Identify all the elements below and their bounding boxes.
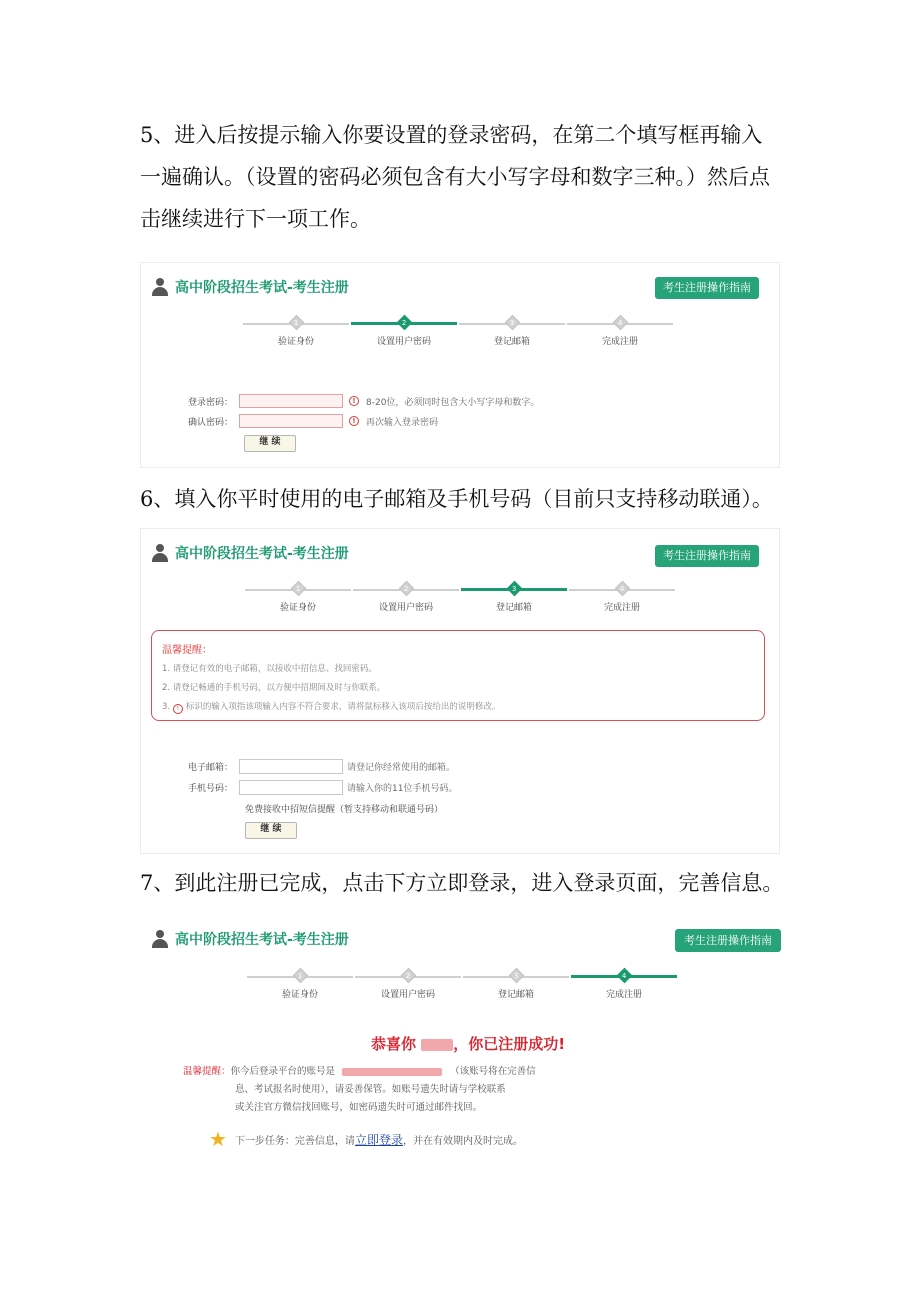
notice-box — [151, 630, 765, 721]
header — [151, 929, 349, 949]
step7-line: 7、到此注册已完成，点击下方立即登录，进入登录页面，完善信息。 — [140, 871, 784, 895]
tip-label: 温馨提醒： — [183, 1066, 231, 1077]
step5-line-1: 5、进入后按提示输入你要设置的登录密码，在第二个填写框再输入 — [140, 123, 763, 147]
congrats-prefix: 恭喜你 — [371, 1035, 417, 1053]
password-label: 登录密码： — [187, 397, 233, 408]
continue-button[interactable]: 继 续 — [245, 822, 297, 839]
account-tip — [183, 1063, 543, 1117]
step-number: 2 — [403, 584, 408, 593]
tip-part1: 你今后登录平台的账号是 — [230, 1066, 336, 1077]
phone-label: 手机号码： — [187, 784, 233, 794]
confirm-input[interactable] — [239, 414, 343, 428]
notice-item-3-number: 3. — [162, 702, 171, 712]
notice-item-3-text: 标识的输入项指该项输入内容不符合要求，请将鼠标移入该项后按给出的说明修改。 — [185, 702, 501, 712]
notice-item-2: 2. 请登记畅通的手机号码，以方便中招期间及时与你联系。 — [162, 683, 386, 693]
step6-line: 6、填入你平时使用的电子邮箱及手机号码（目前只支持移动联通）。 — [140, 487, 773, 511]
step6-paragraph — [140, 478, 800, 520]
redacted-account — [342, 1068, 442, 1076]
congrats-message — [371, 1033, 565, 1054]
email-row — [171, 759, 455, 774]
sms-note-text: 免费接收中招短信提醒（暂支持移动和联通号码） — [245, 805, 444, 815]
step-label: 完成注册 — [601, 337, 638, 347]
step-marker — [290, 581, 306, 597]
step-number: 4 — [617, 318, 622, 327]
continue-button[interactable]: 继 续 — [244, 435, 296, 452]
step-label: 登记邮箱 — [495, 603, 532, 613]
tip-part2: （该账号将在完善信 — [450, 1066, 536, 1077]
user-icon — [151, 544, 169, 562]
step5-line-3: 击继续进行下一项工作。 — [140, 207, 371, 231]
warning-icon: ! — [349, 396, 359, 406]
next-prefix: 下一步任务：完善信息，请 — [234, 1135, 355, 1147]
step-label: 登记邮箱 — [493, 337, 530, 347]
step-number: 1 — [297, 971, 302, 980]
step-label: 设置用户密码 — [376, 337, 431, 347]
step-number: 1 — [295, 584, 300, 593]
warning-icon: ! — [173, 704, 183, 714]
page-title: 高中阶段招生考试-考生注册 — [175, 932, 349, 948]
step-label: 验证身份 — [279, 603, 316, 613]
step-marker — [506, 581, 522, 597]
step-label: 完成注册 — [605, 990, 642, 1000]
guide-button[interactable]: 考生注册操作指南 — [655, 545, 759, 567]
step-label: 设置用户密码 — [380, 990, 435, 1000]
password-screenshot — [140, 262, 780, 468]
password-row — [171, 394, 539, 408]
step-number: 1 — [293, 318, 298, 327]
step-marker — [504, 315, 520, 331]
guide-button[interactable]: 考生注册操作指南 — [655, 277, 759, 299]
confirm-row — [171, 414, 438, 428]
step-number: 3 — [509, 318, 514, 327]
next-suffix: ，并在有效期内及时完成。 — [402, 1135, 523, 1147]
step-number: 3 — [511, 584, 516, 593]
header — [151, 543, 349, 563]
page-title: 高中阶段招生考试-考生注册 — [175, 546, 349, 562]
step-marker — [292, 968, 308, 984]
step-number: 4 — [621, 971, 626, 980]
user-icon — [151, 278, 169, 296]
password-hint: 8-20位，必须同时包含大小写字母和数字。 — [366, 397, 540, 408]
confirm-hint: 再次输入登录密码 — [366, 417, 439, 428]
step-number: 4 — [619, 584, 624, 593]
tip-line-3: 或关注官方微信找回账号，如密码遗失时可通过邮件找回。 — [235, 1102, 483, 1113]
congrats-suffix: ，你已注册成功! — [453, 1035, 566, 1053]
email-hint: 请登记你经常使用的邮箱。 — [347, 763, 456, 773]
redacted-name — [421, 1039, 453, 1051]
done-screenshot — [140, 916, 784, 1168]
tip-line-2: 息、考试报名时使用），请妥善保管。如账号遗失时请与学校联系 — [235, 1084, 506, 1095]
step-marker — [398, 581, 414, 597]
confirm-label: 确认密码： — [187, 417, 233, 428]
email-input[interactable] — [239, 759, 343, 774]
notice-item-1: 1. 请登记有效的电子邮箱，以接收中招信息、找回密码。 — [162, 664, 377, 674]
step-label: 验证身份 — [277, 337, 314, 347]
step-number: 2 — [405, 971, 410, 980]
step-label: 完成注册 — [603, 603, 640, 613]
phone-hint: 请输入你的11位手机号码。 — [347, 784, 458, 794]
phone-input[interactable] — [239, 780, 343, 795]
step-marker — [396, 315, 412, 331]
sms-note — [245, 802, 443, 815]
step-number: 3 — [513, 971, 518, 980]
user-icon — [151, 930, 169, 948]
step-marker — [400, 968, 416, 984]
login-link[interactable]: 立即登录 — [354, 1132, 403, 1147]
next-task — [209, 1129, 523, 1149]
step7-paragraph — [140, 862, 800, 904]
notice-item-3 — [162, 698, 764, 717]
notice-title: 温馨提醒： — [162, 645, 212, 656]
phone-row — [171, 780, 457, 795]
password-input[interactable] — [239, 394, 343, 408]
step-marker — [288, 315, 304, 331]
page-title: 高中阶段招生考试-考生注册 — [175, 280, 349, 296]
guide-button[interactable]: 考生注册操作指南 — [675, 929, 781, 952]
step-number: 2 — [401, 318, 406, 327]
step-marker — [508, 968, 524, 984]
contact-screenshot — [140, 528, 780, 854]
header — [151, 277, 349, 297]
email-label: 电子邮箱： — [187, 763, 233, 773]
step-marker — [616, 968, 632, 984]
step-label: 验证身份 — [281, 990, 318, 1000]
step5-paragraph — [140, 114, 790, 240]
step-marker — [614, 581, 630, 597]
step-label: 设置用户密码 — [378, 603, 433, 613]
step5-line-2: 一遍确认。（设置的密码必须包含有大小写字母和数字三种。）然后点 — [140, 165, 770, 189]
step-marker — [612, 315, 628, 331]
step-label: 登记邮箱 — [497, 990, 534, 1000]
star-icon: ★ — [209, 1127, 227, 1151]
warning-icon: ! — [349, 416, 359, 426]
